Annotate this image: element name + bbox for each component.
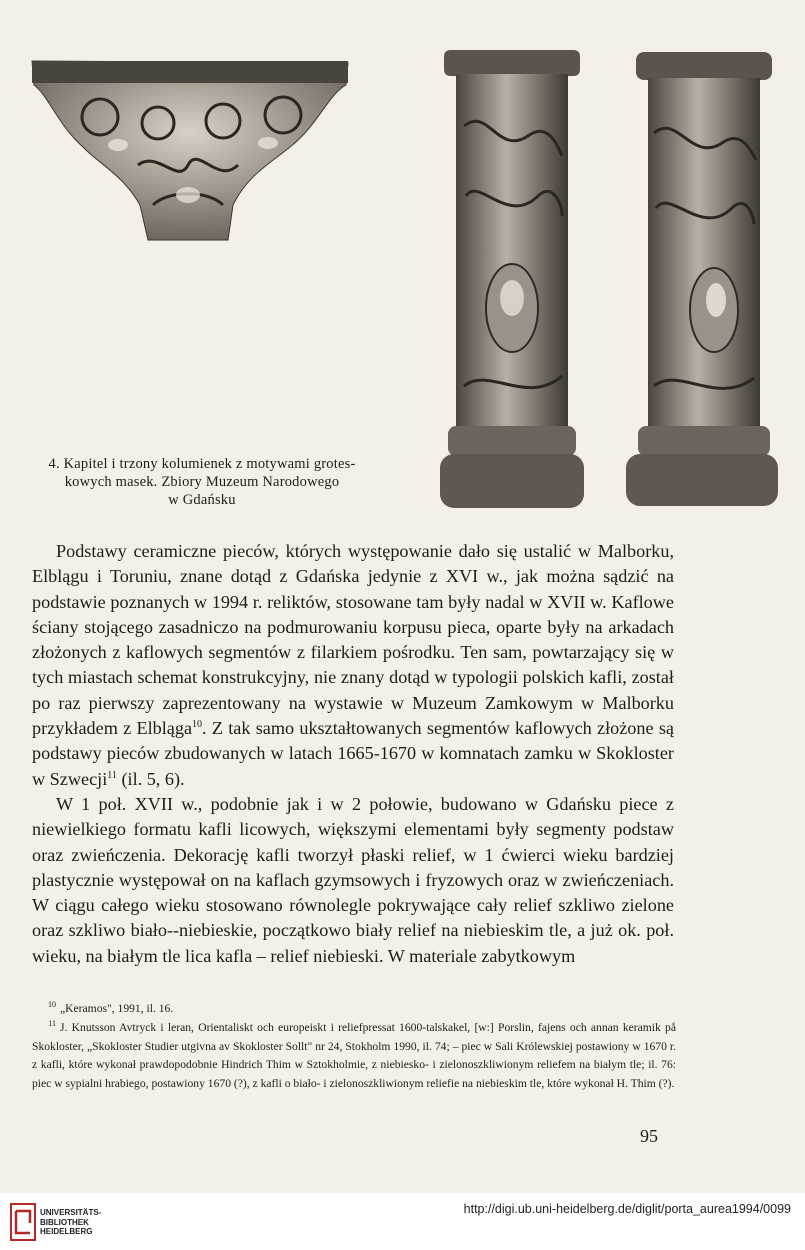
footnote-text: „Keramos", 1991, il. 16. xyxy=(60,1002,174,1015)
caption-line-1: 4. Kapitel i trzony kolumienek z motywami grotes- xyxy=(48,456,356,472)
footnote-text: J. Knutsson Avtryck i leran, Orientaliskt och europeiskt i reliefpressat 1600-talskakel, [w:] Porslin, fajens och annan keramik på Skokloster, „Skokloster Studier utgivna av Skokloster Sollt" nr 24, Stokholm 1990, il. 74; – piec w Sali Królewskiej postawiony w 1670 r. z kafli, które wykonał prawdopodobnie Hindrich Thim w Sztokholmie, z niebiesko- i zielonoszkliwionym reliefem na białym tle; il. 76: piec w sypialni hrabiego, postawiony 1670 (?), z kafli o biało- i zielonoszkliwionym reliefie na niebieskim tle, które wykonał H. Thim (?). xyxy=(32,1020,676,1091)
footnote-ref-10: 10 xyxy=(192,719,203,731)
library-line-1: UNIVERSITÄTS- xyxy=(40,1208,102,1217)
paragraph-2: W 1 poł. XVII w., podobnie jak i w 2 połowie, budowano w Gdańsku piece z niewielkiego formatu kafli licowych, większymi elementami były segmenty podstaw oraz zwieńczenia. Dekorację kafli tworzył płaski relief, w 1 ćwierci wieku bardziej plastycznie występował on na kaflach gzymsowych i fryzowych oraz w zwieńczeniach. W ciągu całego wieku stosowano równolegle pokrywające cały relief szkliwo zielone oraz szkliwo biało--niebieskie, początkowo biały relief na niebieskim tle, a już ok. poł. wieku, na białym tle lica kafla – relief niebieski. W materiale zabytkowym xyxy=(32,793,674,966)
paragraph-1-text: Podstawy ceramiczne pieców, których występowanie dało się ustalić w Malborku, Elblągu i Toruniu, znane dotąd z Gdańska jedynie z XVI w., jak można sądzić na podstawie poznanych w 1994 r. reliktów, stosowane tam były nadal w XVII w. Kaflowe ściany stojącego zasadniczo na podmurowaniu korpusu pieca, oparte były na arkadach złożonych z kaflowych segmentów z filarkiem pośrodku. Ten sam, powtarzający się w tych miastach schemat konstrukcyjny, nie znany dotąd w typologii polskich kafli, został po raz pierwszy zaprezentowany na wystawie w Muzeum Zamkowym w Malborku przykładem z Elbląga xyxy=(32,541,674,739)
page-number: 95 xyxy=(640,1126,658,1146)
paragraph-1 xyxy=(32,539,674,792)
library-line-2: BIBLIOTHEK xyxy=(40,1217,89,1227)
caption-line-3: w Gdańsku xyxy=(168,492,236,508)
paragraph-1-end: (il. 5, 6). xyxy=(116,768,185,789)
footnotes xyxy=(32,1000,676,1094)
library-line-3: HEIDELBERG xyxy=(40,1227,93,1236)
library-name xyxy=(40,1208,101,1237)
body-text xyxy=(32,539,674,969)
source-url-link[interactable]: http://digi.ub.uni-heidelberg.de/diglit/porta_aurea1994/0099 xyxy=(463,1202,791,1216)
footnote-ref-11: 11 xyxy=(107,769,117,781)
column-right-photo xyxy=(622,48,782,510)
column-left-photo xyxy=(438,46,586,512)
caption-line-2: kowych masek. Zbiory Muzeum Narodowego xyxy=(64,474,340,490)
figure-caption xyxy=(22,455,382,509)
capital-photo xyxy=(28,55,352,250)
library-logo-icon xyxy=(10,1203,36,1241)
footnote-11: $^{11}$ J. Knutsson Avtryck i leran, Orientaliskt och europeiskt i reliefpressat 1600-talskakel, [w:] Porslin, fajens och annan keramik på Skokloster, „Skokloster Studier utgivna av Skokloster Sollt" nr 24, Stokholm 1990, il. 74; – piec w Sali Królewskiej postawiony w 1670 r. z kafli, które wykonał prawdopodobnie Hindrich Thim w Sztokholmie, z niebiesko- i zielonoszkliwionym reliefem na białym tle; il. 76: piec w sypialni hrabiego, postawiony 1670 (?), z kafli o biało- i zielonoszkliwionym reliefie na niebieskim tle, które wykonał H. Thim (?). xyxy=(32,1018,676,1091)
paragraph-1-mid: . Z tak samo ukształtowanych segmentów kaflowych złożone są podstawy pieców zbudowanych w latach 1665-1670 w komnatach zamku w Skokloster w Szwecji xyxy=(32,718,674,789)
footnote-10: $^{10}$ „Keramos", 1991, il. 16. xyxy=(48,1000,174,1015)
